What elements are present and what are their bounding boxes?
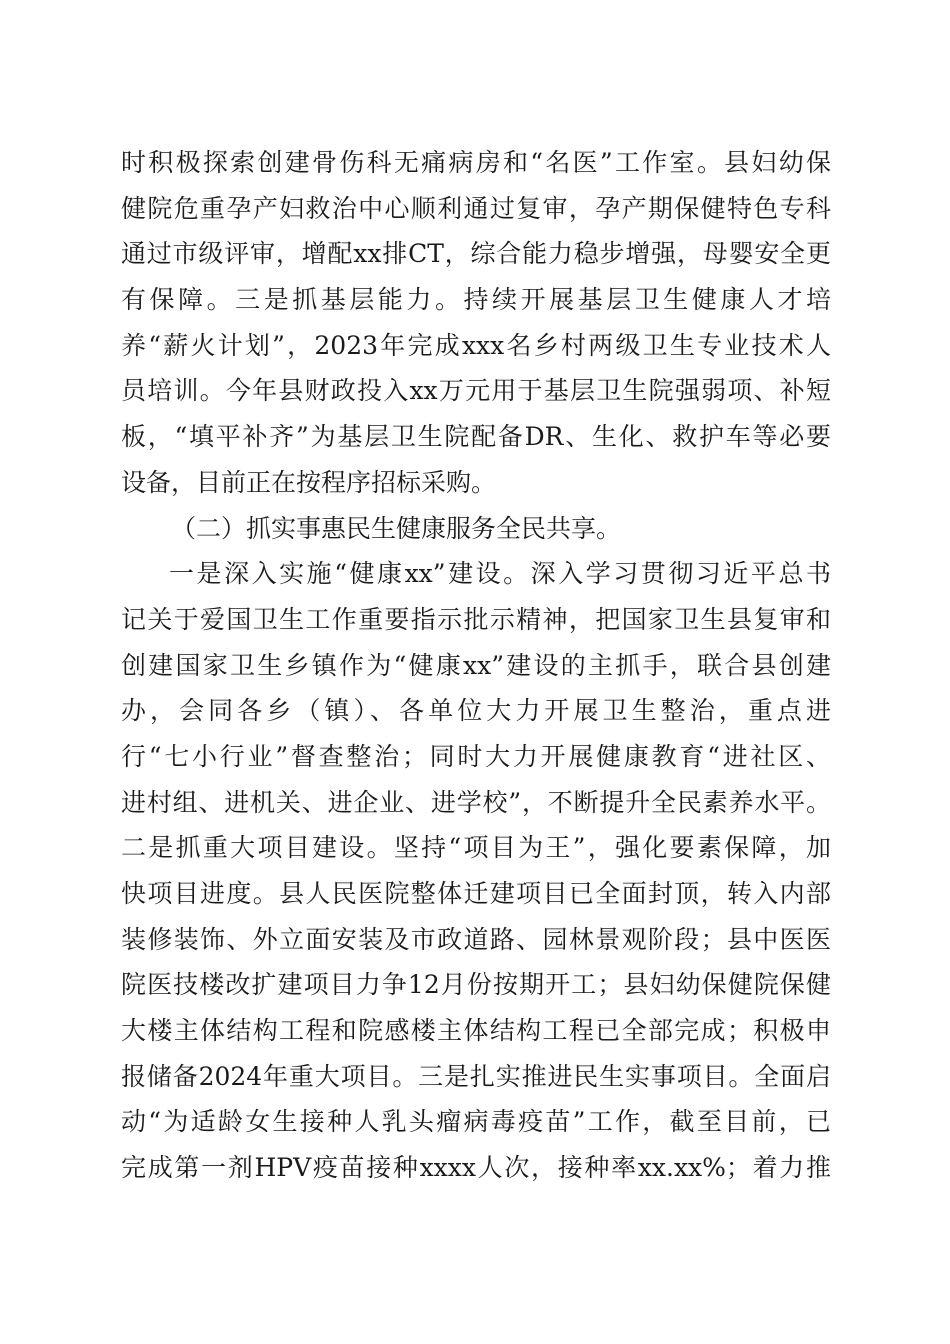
- text-line: 员培训。今年县财政投入xx万元用于基层卫生院强弱项、补短: [121, 376, 831, 406]
- text-line: 完成第一剂HPV疫苗接种xxxx人次，接种率xx.xx%；着力推: [121, 1153, 831, 1183]
- text-line: 创建国家卫生乡镇作为“健康xx”建设的主抓手，联合县创建: [121, 650, 831, 680]
- text-line: 进村组、进机关、进企业、进学校”，不断提升全民素养水平。: [121, 787, 831, 817]
- text-line: 设备，目前正在按程序招标采购。: [121, 467, 497, 497]
- text-line: 有保障。三是抓基层能力。持续开展基层卫生健康人才培: [121, 285, 831, 315]
- text-line: 院医技楼改扩建项目力争12月份按期开工；县妇幼保健院保健: [121, 970, 831, 1000]
- text-line: 养“薪火计划”，2023年完成xxx名乡村两级卫生专业技术人: [121, 330, 831, 360]
- text-line: 二是抓重大项目建设。坚持“项目为王”，强化要素保障，加: [121, 833, 831, 863]
- text-line: 时积极探索创建骨伤科无痛病房和“名医”工作室。县妇幼保: [121, 148, 831, 177]
- text-line: 健院危重孕产妇救治中心顺利通过复审，孕产期保健特色专科: [121, 193, 831, 223]
- text-line: 动“为适龄女生接种人乳头瘤病毒疫苗”工作，截至目前，已: [121, 1107, 831, 1137]
- text-line: 行“七小行业”督查整治；同时大力开展健康教育“进社区、: [121, 741, 831, 771]
- text-line: 板，“填平补齐”为基层卫生院配备DR、生化、救护车等必要: [121, 422, 831, 452]
- text-line: 报储备2024年重大项目。三是扎实推进民生实事项目。全面启: [121, 1061, 831, 1091]
- body-text: [121, 140, 831, 1191]
- text-line: 装修装饰、外立面安装及市政道路、园林景观阶段；县中医医: [121, 924, 831, 954]
- text-line: 快项目进度。县人民医院整体迁建项目已全面封顶，转入内部: [121, 879, 831, 908]
- text-line: 一是深入实施“健康xx”建设。深入学习贯彻习近平总书: [169, 559, 831, 589]
- text-line: 办，会同各乡（镇）、各单位大力开展卫生整治，重点进: [121, 696, 831, 726]
- text-line: 通过市级评审，增配xx排CT，综合能力稳步增强，母婴安全更: [121, 239, 831, 269]
- section-heading: （二）抓实事惠民生健康服务全民共享。: [171, 513, 622, 543]
- text-line: 记关于爱国卫生工作重要指示批示精神，把国家卫生县复审和: [121, 604, 831, 634]
- text-line: 大楼主体结构工程和院感楼主体结构工程已全部完成；积极申: [121, 1016, 831, 1046]
